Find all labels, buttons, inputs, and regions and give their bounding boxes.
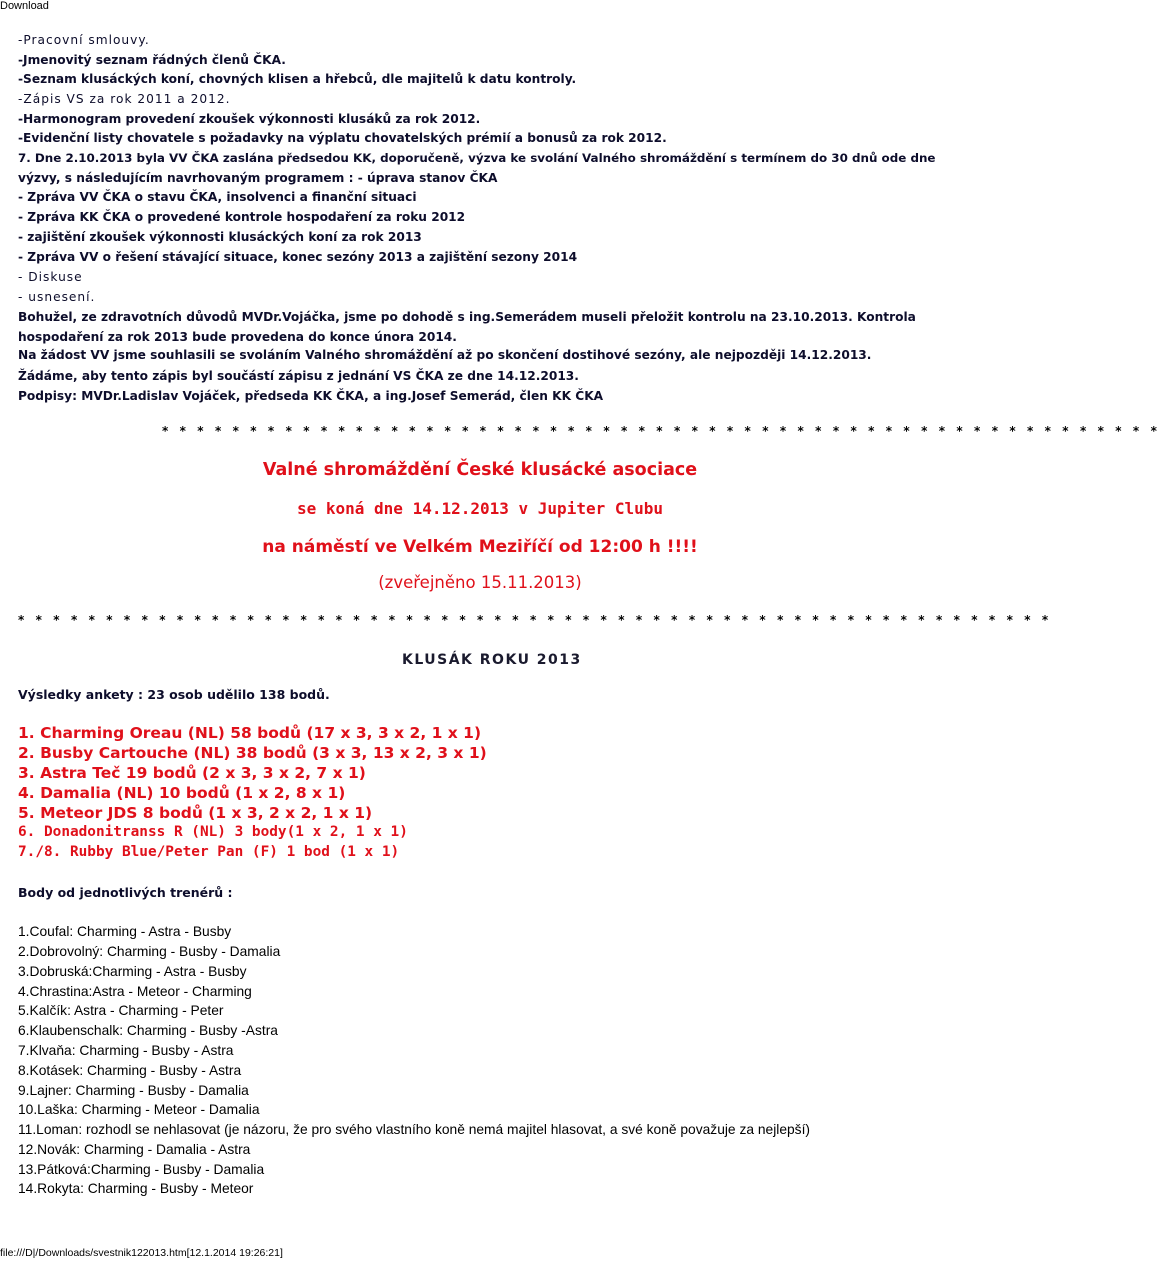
- list-item: 13.Pátková:Charming - Busby - Damalia: [18, 1162, 265, 1177]
- stars-separator: * * * * * * * * * * * * * * * * * * * * * * * * * * * * * * * * * * * * * * * * * * * * * * * * * * * * * * * * *: [162, 424, 1160, 438]
- list-item: 4.Chrastina:Astra - Meteor - Charming: [18, 984, 252, 999]
- text-line: Bohužel, ze zdravotních důvodů MVDr.Vojáčka, jsme po dohodě s ing.Semerádem museli přeložit kontrolu na 23.10.2013. Kontrola: [18, 310, 916, 324]
- result-item: 7./8. Rubby Blue/Peter Pan (F) 1 bod (1 x 1): [18, 844, 400, 860]
- text-line: 7. Dne 2.10.2013 byla VV ČKA zaslána předsedou KK, doporučeně, výzva ke svolání Valného shromáždění s termínem do 30 dnů ode dne: [18, 151, 936, 165]
- announcement-date: se koná dne 14.12.2013 v Jupiter Clubu: [296, 499, 664, 518]
- text-line: hospodaření za rok 2013 bude provedena do konce února 2014.: [18, 330, 457, 344]
- list-item: 1.Coufal: Charming - Astra - Busby: [18, 924, 232, 939]
- result-item: 5. Meteor JDS 8 bodů (1 x 3, 2 x 2, 1 x 1): [18, 804, 373, 822]
- list-item: 8.Kotásek: Charming - Busby - Astra: [18, 1063, 242, 1078]
- list-item: 7.Klvaňa: Charming - Busby - Astra: [18, 1043, 234, 1058]
- result-item: 1. Charming Oreau (NL) 58 bodů (17 x 3, 3 x 2, 1 x 1): [18, 724, 482, 742]
- text-line: -Seznam klusáckých koní, chovných klisen a hřebců, dle majitelů k datu kontroly.: [18, 72, 577, 86]
- text-line: Podpisy: MVDr.Ladislav Vojáček, předseda KK ČKA, a ing.Josef Semerád, člen KK ČKA: [18, 389, 604, 403]
- list-item: 10.Laška: Charming - Meteor - Damalia: [18, 1102, 260, 1117]
- list-item: 12.Novák: Charming - Damalia - Astra: [18, 1142, 251, 1157]
- text-line: -Pracovní smlouvy.: [18, 33, 150, 47]
- text-line: - zajištění zkoušek výkonnosti klusáckých koní za rok 2013: [18, 230, 422, 244]
- page-footer-url: file:///D|/Downloads/svestnik122013.htm[12.1.2014 19:26:21]: [0, 1247, 283, 1259]
- list-item: 2.Dobrovolný: Charming - Busby - Damalia: [18, 944, 281, 959]
- list-item: 11.Loman: rozhodl se nehlasovat (je názoru, že pro svého vlastního koně nemá majitel hlasovat, a své koně považuje za nejlepší): [18, 1122, 810, 1137]
- text-line: Žádáme, aby tento zápis byl součástí zápisu z jednání VS ČKA ze dne 14.12.2013.: [18, 369, 579, 383]
- text-line: - Zpráva VV o řešení stávající situace, konec sezóny 2013 a zajištění sezony 2014: [18, 250, 578, 264]
- text-line: -Evidenční listy chovatele s požadavky na výplatu chovatelských prémií a bonusů za rok 2012.: [18, 131, 667, 145]
- list-item: 14.Rokyta: Charming - Busby - Meteor: [18, 1181, 254, 1196]
- list-item: 5.Kalčík: Astra - Charming - Peter: [18, 1003, 224, 1018]
- result-item: 4. Damalia (NL) 10 bodů (1 x 2, 8 x 1): [18, 784, 346, 802]
- text-line: - Zpráva VV ČKA o stavu ČKA, insolvenci a finanční situaci: [18, 190, 417, 204]
- text-line: výzvy, s následujícím navrhovaným programem : - úprava stanov ČKA: [18, 171, 498, 185]
- section-heading: KLUSÁK ROKU 2013: [402, 652, 582, 668]
- result-item: 6. Donadonitranss R (NL) 3 body(1 x 2, 1 x 1): [18, 824, 408, 840]
- text-line: - Zpráva KK ČKA o provedené kontrole hospodaření za roku 2012: [18, 210, 466, 224]
- text-line: - Diskuse: [18, 270, 83, 284]
- text-line: - usnesení.: [18, 290, 96, 304]
- announcement-published: (zveřejněno 15.11.2013): [378, 573, 582, 592]
- text-line: -Harmonogram provedení zkoušek výkonnosti klusáků za rok 2012.: [18, 112, 481, 126]
- announcement-title: Valné shromáždění České klusácké asociace: [262, 460, 698, 480]
- text-line: Na žádost VV jsme souhlasili se svoláním Valného shromáždění až po skončení dostihové sezóny, ale nejpozději 14.12.2013.: [18, 348, 872, 362]
- stars-separator: * * * * * * * * * * * * * * * * * * * * * * * * * * * * * * * * * * * * * * * * * * * * * * * * * * * * * * * * * * *: [18, 613, 1052, 627]
- trainers-heading: Body od jednotlivých trenérů :: [18, 885, 233, 900]
- result-item: 2. Busby Cartouche (NL) 38 bodů (3 x 3, 13 x 2, 3 x 1): [18, 744, 487, 762]
- announcement-place: na náměstí ve Velkém Meziříčí od 12:00 h !!!!: [262, 537, 698, 557]
- text-line: -Zápis VS za rok 2011 a 2012.: [18, 92, 231, 106]
- list-item: 3.Dobruská:Charming - Astra - Busby: [18, 964, 247, 979]
- download-link[interactable]: Download: [0, 0, 49, 12]
- list-item: 6.Klaubenschalk: Charming - Busby -Astra: [18, 1023, 278, 1038]
- survey-summary: Výsledky ankety : 23 osob udělilo 138 bodů.: [18, 687, 330, 702]
- list-item: 9.Lajner: Charming - Busby - Damalia: [18, 1083, 249, 1098]
- text-line: -Jmenovitý seznam řádných členů ČKA.: [18, 53, 286, 67]
- result-item: 3. Astra Teč 19 bodů (2 x 3, 3 x 2, 7 x 1): [18, 764, 366, 782]
